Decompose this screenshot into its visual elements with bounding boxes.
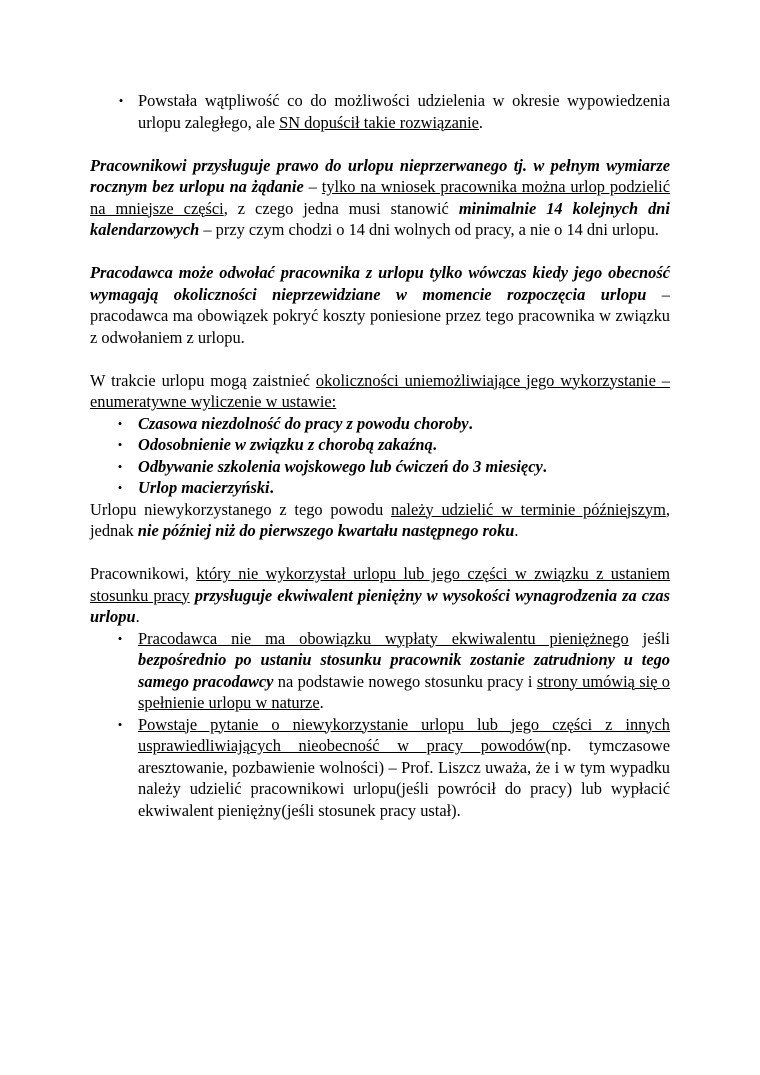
bullet-icon: • — [118, 93, 124, 108]
document-page — [90, 90, 670, 821]
bullet-icon: • — [117, 630, 123, 646]
list-item: • Pracodawca nie ma obowiązku wypłaty ekwiwalentu pieniężnego jeśli bezpośrednio po ustaniu stosunku pracownik zostanie zatrudniony u tego samego pracodawcy na podstawie nowego stosunku pracy i strony umówią się o spełnienie urlopu w naturze. — [90, 628, 670, 714]
list-item: • Urlop macierzyński. — [90, 477, 670, 499]
sn-ruling-text: SN dopuścił takie rozwiązanie — [279, 112, 479, 132]
paragraph-uninterrupted-leave: Pracownikowi przysługuje prawo do urlopu nieprzerwanego tj. w pełnym wymiarze rocznym bez urlopu na żądanie – tylko na wniosek pracownika można urlop podzielić na mniejsze części, z czego jedna musi stanowić minimalnie 14 kolejnych dni kalendarzowych – przy czym chodzi o 14 dni wolnych od pracy, a nie o 14 dni urlopu. — [90, 155, 670, 239]
list-item: • Powstała wątpliwość co do możliwości udzielenia w okresie wypowiedzenia urlopu zaległego, ale SN dopuścił takie rozwiązanie. — [90, 90, 670, 133]
list-item: • Powstaje pytanie o niewykorzystanie urlopu lub jego części z innych usprawiedliwiających nieobecność w pracy powodów(np. tymczasowe aresztowanie, pozbawienie wolności) – Prof. Liszcz uważa, że i w tym wypadku należy udzielić pracownikowi urlopu(jeśli powrócił do pracy) lub wypłacić ekwiwalent pieniężny(jeśli stosunek pracy ustał). — [90, 714, 670, 822]
paragraph-unused-leave: Urlopu niewykorzystanego z tego powodu należy udzielić w terminie późniejszym, jednak nie później niż do pierwszego kwartału następnego roku. — [90, 499, 670, 540]
intro-bullet-list — [90, 90, 670, 133]
bullet-icon: • — [117, 437, 123, 452]
circumstances-list — [90, 413, 670, 499]
paragraph-circumstances-intro: W trakcie urlopu mogą zaistnieć okoliczności uniemożliwiające jego wykorzystanie – enumeratywne wyliczenie w ustawie: — [90, 370, 670, 411]
list-item: • Odbywanie szkolenia wojskowego lub ćwiczeń do 3 miesięcy. — [90, 456, 670, 478]
cash-equivalent-list — [90, 628, 670, 822]
bullet-icon: • — [117, 480, 123, 495]
paragraph-cash-equivalent: Pracownikowi, który nie wykorzystał urlopu lub jego części w związku z ustaniem stosunku pracy przysługuje ekwiwalent pieniężny w wysokości wynagrodzenia za czas urlopu. — [90, 564, 670, 626]
list-item: • Odosobnienie w związku z chorobą zakaźną. — [90, 434, 670, 456]
list-item: • Czasowa niezdolność do pracy z powodu choroby. — [90, 413, 670, 435]
bullet-icon: • — [117, 415, 123, 431]
bullet-icon: • — [117, 458, 123, 474]
paragraph-recall-from-leave: Pracodawca może odwołać pracownika z urlopu tylko wówczas kiedy jego obecność wymagają okoliczności nieprzewidziane w momencie rozpoczęcia urlopu – pracodawca ma obowiązek pokryć koszty poniesione przez tego pracownika w związku z odwołaniem z urlopu. — [90, 263, 670, 347]
bullet-icon: • — [117, 716, 123, 732]
